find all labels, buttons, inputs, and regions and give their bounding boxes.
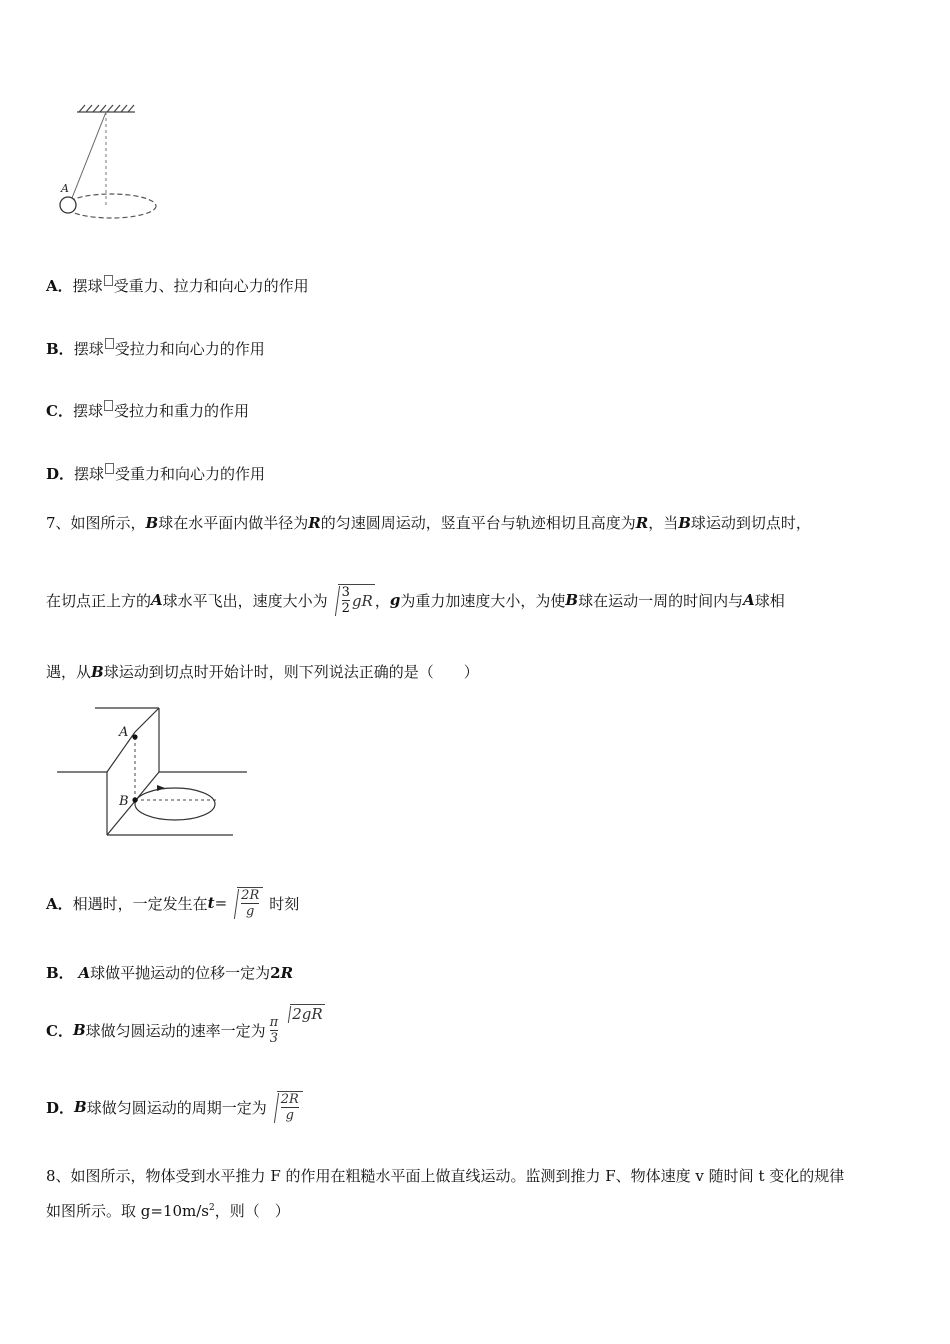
direction-arrow — [157, 785, 165, 791]
option-var: t — [207, 894, 215, 912]
pendulum-string — [72, 112, 106, 198]
ball-b — [132, 797, 137, 802]
q7-option-c[interactable]: C． B 球做匀圆运动的速率一定为 $\frac{\pi}{3}$ 2gR — [46, 1005, 323, 1046]
option-text-after: 受拉力和向心力的作用 — [114, 340, 265, 358]
option-text: 相遇时，一定发生在 — [72, 894, 208, 913]
q7-stem-line1: 7、如图所示，B球在水平面内做半径为R的匀速圆周运动，竖直平台与轨迹相切且高度为R，当B球运动到切点时， — [46, 514, 811, 532]
period-formula: $\frac{2R}{g}$ — [267, 1091, 303, 1123]
label-b: B — [119, 794, 129, 809]
option-letter: D． — [46, 1098, 75, 1117]
option-letter: C． — [46, 402, 73, 420]
ceiling-support — [77, 105, 135, 112]
q7-stem-line3: 遇，从B球运动到切点时开始计时，则下列说法正确的是（ ） — [46, 663, 479, 681]
option-text-before: 摆球 — [74, 465, 105, 483]
q7-option-a[interactable]: A． 相遇时，一定发生在 t = $\frac{2R}{g}$ 时刻 — [46, 888, 300, 919]
option-text-after: 受拉力和重力的作用 — [113, 402, 249, 420]
ball-a — [132, 734, 137, 739]
circular-track — [135, 788, 215, 820]
label-a: A — [119, 725, 129, 740]
rate-fraction: $\frac{\pi}{3}$ — [269, 1014, 279, 1046]
q6-option-c[interactable] — [46, 400, 249, 421]
pendulum-bob — [60, 197, 76, 213]
q6-option-a[interactable] — [46, 275, 309, 296]
time-formula: $\frac{2R}{g}$ — [227, 887, 263, 919]
option-letter: D． — [46, 465, 75, 483]
conical-pendulum-figure — [55, 100, 165, 225]
q6-option-b[interactable] — [46, 338, 265, 359]
rate-root: 2gR — [280, 1004, 324, 1023]
option-text-before: 摆球 — [72, 402, 103, 420]
circular-path — [66, 194, 156, 218]
platform-slant-top — [135, 708, 159, 732]
missing-glyph-icon — [105, 338, 114, 349]
label-a: A — [61, 182, 69, 195]
option-text-after: 受重力、拉力和向心力的作用 — [113, 277, 309, 295]
q6-option-d[interactable] — [46, 463, 265, 484]
platform-slant-bottom — [107, 772, 159, 835]
missing-glyph-icon — [104, 275, 113, 286]
velocity-formula: $\frac{3}{2}$ gR — [328, 584, 375, 616]
option-letter: A． — [46, 277, 73, 295]
q7-option-d[interactable]: D． B 球做匀圆运动的周期一定为 $\frac{2R}{g}$ — [46, 1082, 303, 1132]
q8-stem-line2: 如图所示。取 $g=10m/s^2$，则（ ） — [46, 1202, 290, 1220]
option-text-after: 受重力和向心力的作用 — [115, 465, 266, 483]
missing-glyph-icon — [105, 463, 114, 474]
option-text-before: 摆球 — [72, 277, 103, 295]
platform-circle-figure — [55, 702, 255, 842]
missing-glyph-icon — [104, 400, 113, 411]
option-letter: A． — [46, 894, 73, 913]
q8-stem-line1: 8、如图所示，物体受到水平推力 F 的作用在粗糙水平面上做直线运动。监测到推力 F、物体速度 v 随时间 t 变化的规律 — [46, 1167, 845, 1185]
q7-option-b[interactable]: B． A球做平抛运动的位移一定为2R — [46, 964, 294, 982]
option-letter: B． — [46, 964, 74, 982]
option-text-before: 摆球 — [73, 340, 104, 358]
q7-stem-line2: 在切点正上方的 A 球水平飞出，速度大小为 $\frac{3}{2}$ gR ， g 为重力加速度大小，为使 B 球在运动一周的时间内与 A 球相 — [46, 585, 785, 616]
option-letter: B． — [46, 340, 74, 358]
option-letter: C． — [46, 1021, 73, 1040]
